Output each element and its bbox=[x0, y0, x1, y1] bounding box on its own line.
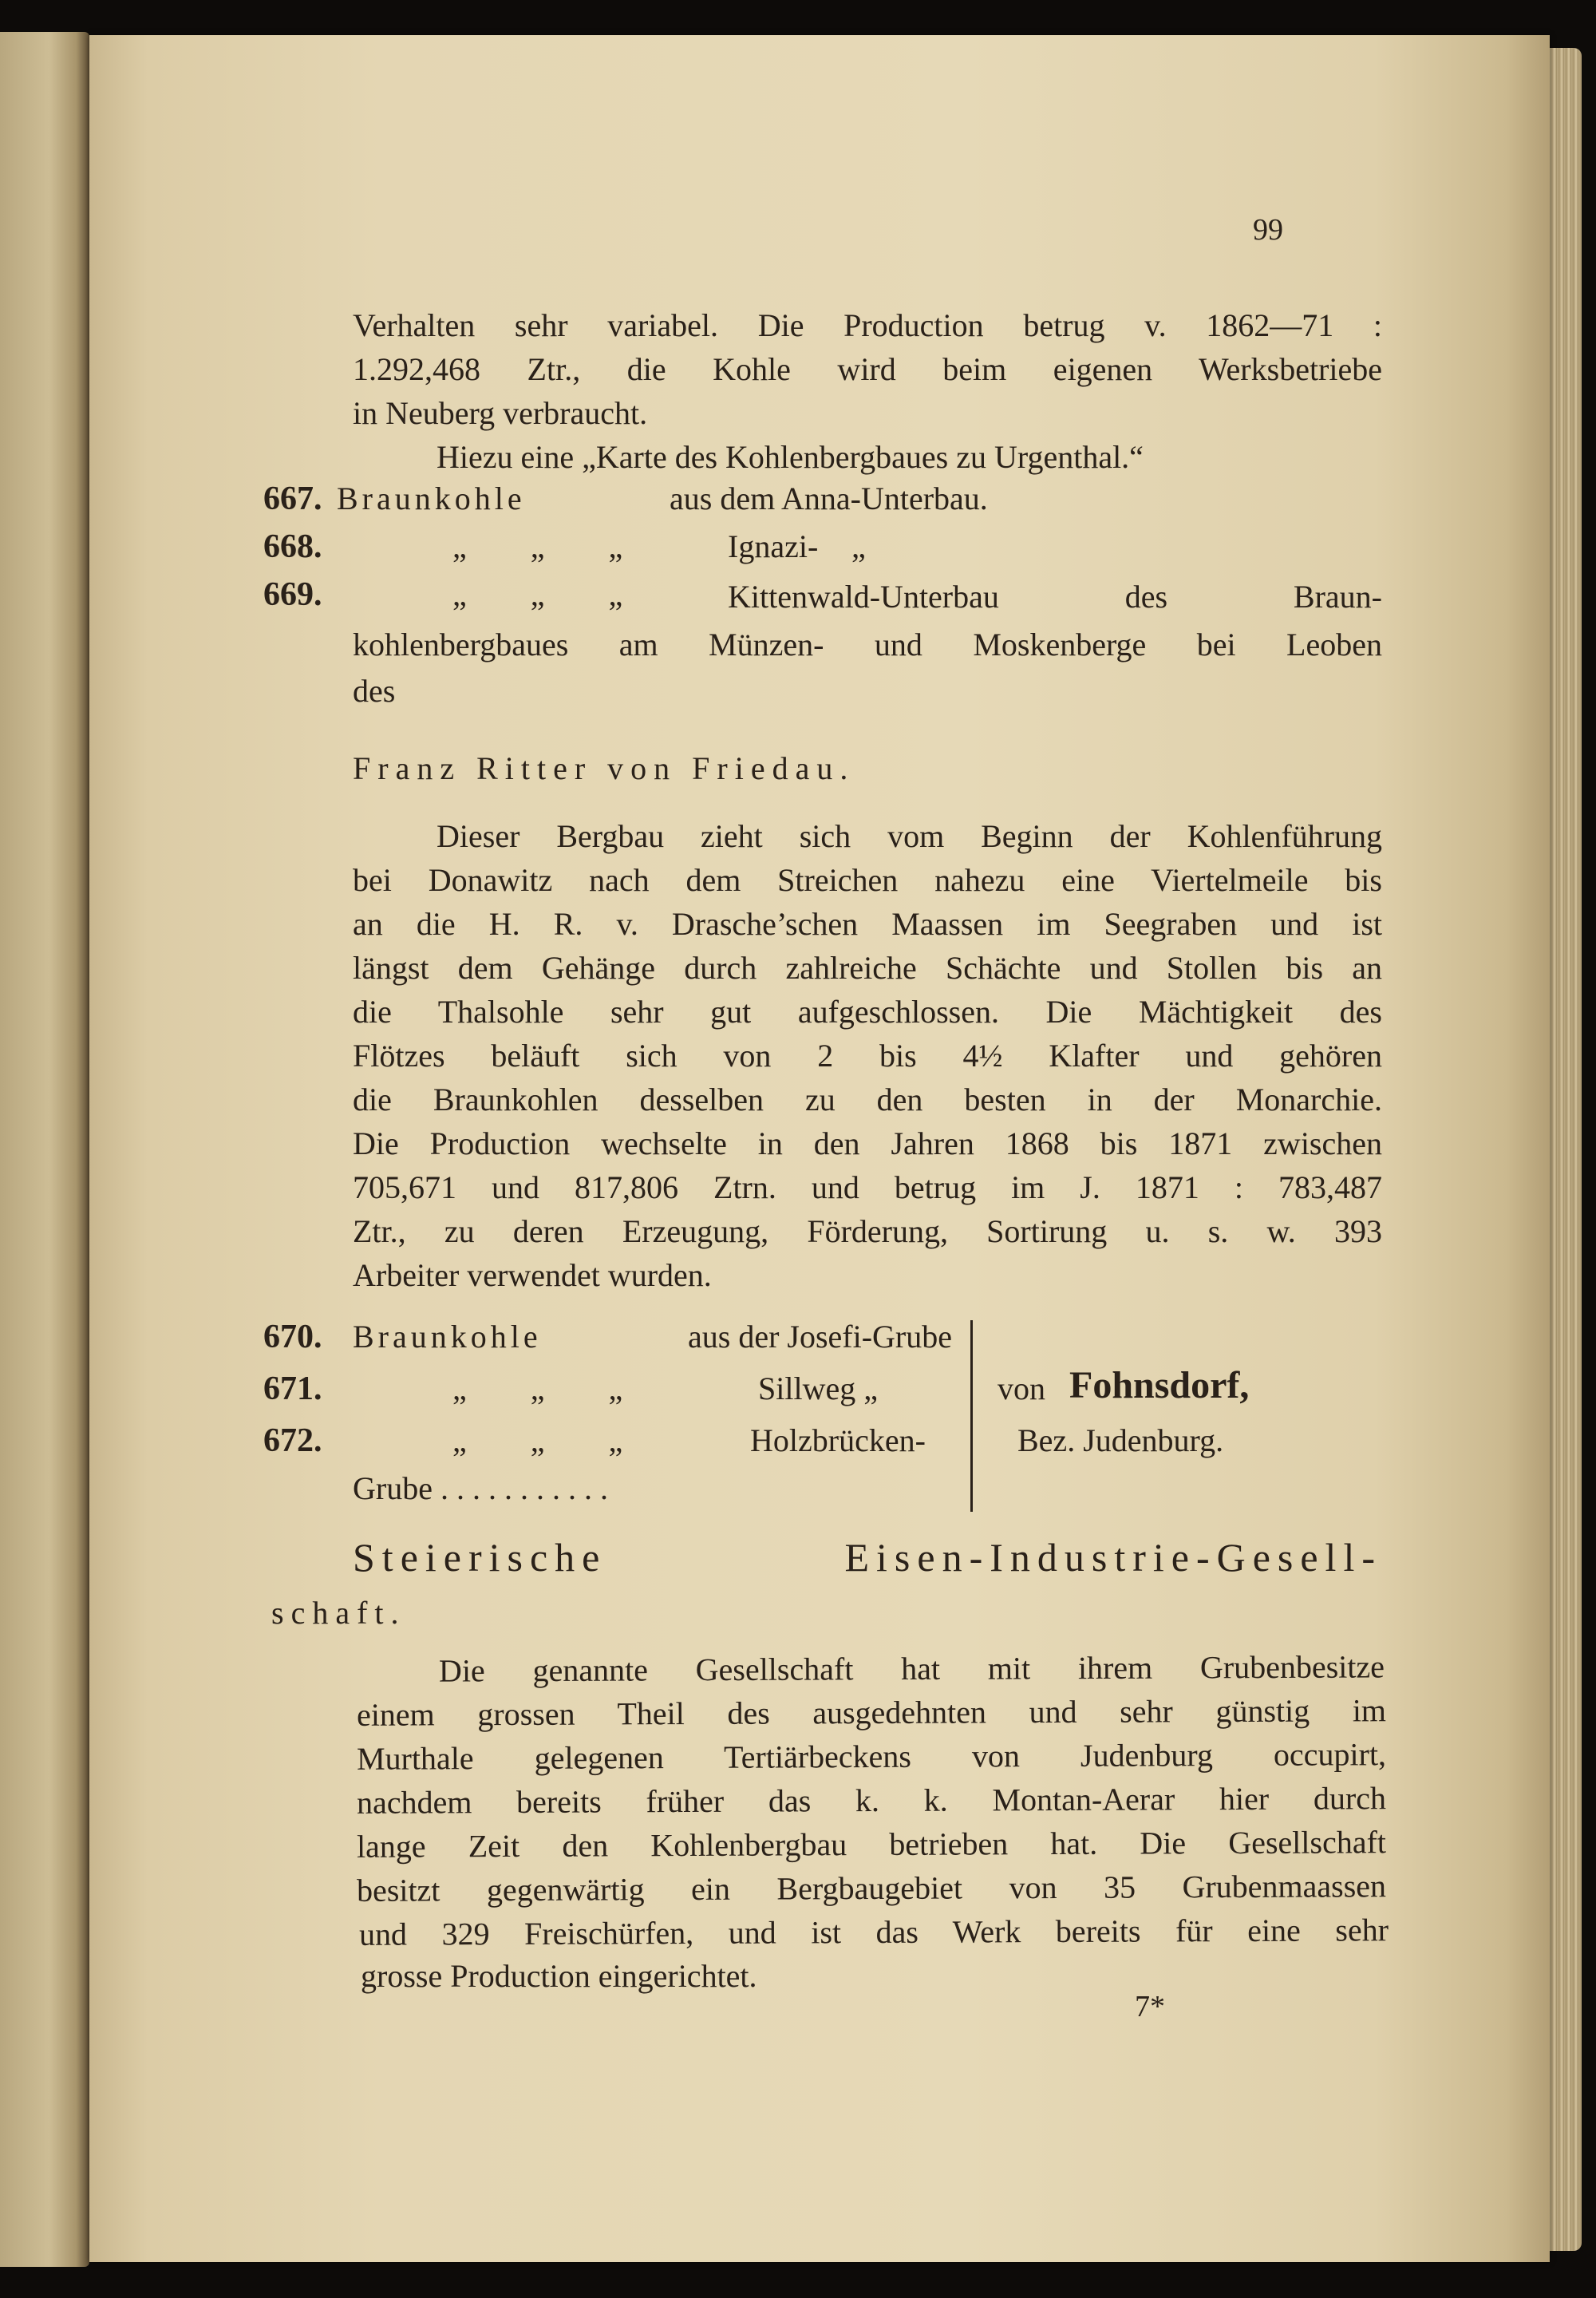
entry-text: Holzbrücken- bbox=[750, 1422, 926, 1458]
entry-label: Braunkohle bbox=[337, 481, 526, 516]
brace-note-place: Fohnsdorf, bbox=[1069, 1364, 1250, 1406]
text-line: die Thalsohle sehr gut aufgeschlossen. Die Mächtigkeit des bbox=[353, 994, 1382, 1030]
text-line: an die H. R. v. Drasche’schen Maassen im Seegraben und ist bbox=[353, 906, 1382, 942]
entry-number: 671. bbox=[263, 1370, 322, 1407]
ditto-marks: „ „ „ bbox=[452, 1422, 623, 1458]
text-line: und 329 Freischürfen, und ist das Werk bereits für eine sehr bbox=[358, 1912, 1389, 1952]
entry-number: 668. bbox=[263, 528, 322, 565]
text-line: Ztr., zu deren Erzeugung, Förderung, Sortirung u. s. w. 393 bbox=[353, 1213, 1382, 1249]
page-stack-edge bbox=[1550, 48, 1582, 2251]
text-line: einem grossen Theil des ausgedehnten und sehr günstig im bbox=[356, 1692, 1387, 1733]
entry-number: 669. bbox=[263, 576, 322, 613]
text-line: Arbeiter verwendet wurden. bbox=[353, 1257, 712, 1293]
text-line: bei Donawitz nach dem Streichen nahezu eine Viertelmeile bis bbox=[353, 862, 1382, 898]
page-number: 99 bbox=[1253, 213, 1283, 247]
entry-label: Braunkohle bbox=[353, 1319, 542, 1355]
section-heading: schaft. bbox=[271, 1595, 406, 1631]
book-page bbox=[89, 35, 1550, 2262]
text-line: längst dem Gehänge durch zahlreiche Schächte und Stollen bis an bbox=[353, 950, 1382, 986]
text-line: Dieser Bergbau zieht sich vom Beginn der Kohlenführung bbox=[437, 818, 1382, 854]
text-line: in Neuberg verbraucht. bbox=[353, 395, 648, 431]
text-line: 705,671 und 817,806 Ztrn. und betrug im J. 1871 : 783,487 bbox=[353, 1169, 1382, 1205]
text-line: Die Production wechselte in den Jahren 1868 bis 1871 zwischen bbox=[353, 1125, 1382, 1161]
section-heading: Franz Ritter von Friedau. bbox=[353, 750, 855, 786]
section-heading: Steierische Eisen-Industrie-Gesell- bbox=[353, 1535, 1382, 1580]
text-line: Die genannte Gesellschaft hat mit ihrem Grubenbesitze bbox=[438, 1648, 1385, 1689]
ditto-mark: „ bbox=[851, 528, 866, 564]
text-line: besitzt gegenwärtig ein Bergbaugebiet von 35 Grubenmaassen bbox=[356, 1868, 1387, 1908]
text-line: des bbox=[353, 673, 396, 709]
text-line: 1.292,468 Ztr., die Kohle wird beim eigenen Werksbetriebe bbox=[353, 351, 1382, 387]
signature-mark: 7* bbox=[1135, 1990, 1165, 2023]
left-page-edge bbox=[0, 32, 89, 2267]
entry-text: aus der Josefi-Grube bbox=[688, 1319, 952, 1355]
entry-number: 672. bbox=[263, 1422, 322, 1459]
entry-number: 670. bbox=[263, 1319, 322, 1355]
brace-note-district: Bez. Judenburg. bbox=[1017, 1422, 1224, 1458]
text-line: die Braunkohlen desselben zu den besten in der Monarchie. bbox=[353, 1082, 1382, 1117]
text-line: Murthale gelegenen Tertiärbeckens von Judenburg occupirt, bbox=[356, 1736, 1387, 1777]
text-line: Flötzes beläuft sich von 2 bis 4½ Klafter und gehören bbox=[353, 1038, 1382, 1074]
ditto-marks: „ „ „ bbox=[452, 576, 623, 612]
ditto-marks: „ „ „ bbox=[452, 1370, 623, 1406]
text-line: Grube . . . . . . . . . . . bbox=[353, 1470, 608, 1506]
text-line: nachdem bereits früher das k. k. Montan-Aerar hier durch bbox=[356, 1780, 1387, 1821]
text-line: grosse Production eingerichtet. bbox=[361, 1958, 757, 1994]
entry-text: Kittenwald-Unterbau des Braun- bbox=[728, 579, 1382, 615]
text-line: lange Zeit den Kohlenbergbau betrieben hat. Die Gesellschaft bbox=[356, 1824, 1387, 1865]
entry-text: Sillweg „ bbox=[758, 1370, 878, 1406]
entry-text: Ignazi- bbox=[728, 528, 819, 564]
brace bbox=[970, 1320, 973, 1512]
text-line: Hiezu eine „Karte des Kohlenbergbaues zu Urgenthal.“ bbox=[437, 439, 1144, 475]
ditto-marks: „ „ „ bbox=[452, 528, 623, 564]
text-line: Verhalten sehr variabel. Die Production betrug v. 1862—71 : bbox=[353, 307, 1382, 343]
entry-text: aus dem Anna-Unterbau. bbox=[670, 481, 988, 516]
brace-note-von: von bbox=[998, 1370, 1045, 1406]
entry-number: 667. bbox=[263, 481, 322, 517]
text-line: kohlenbergbaues am Münzen- und Moskenberge bei Leoben bbox=[353, 627, 1382, 663]
